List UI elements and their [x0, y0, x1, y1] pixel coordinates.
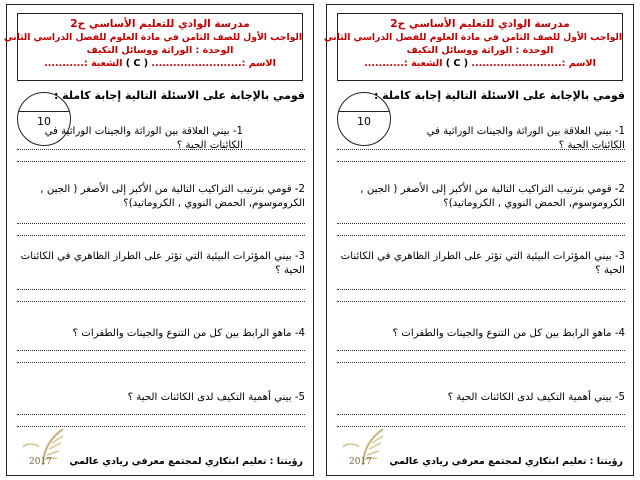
class-code: ( C ): [445, 58, 469, 69]
worksheet-header: [3, 13, 303, 81]
assignment-title: الواجب الأول للصف الثامن في مادة العلوم للفصل الدراسي الثاني: [3, 32, 302, 43]
answer-lines-4[interactable]: [337, 339, 625, 363]
question-text: 5- بيني أهمية التكيف لدى الكائنات الحية ؟: [447, 392, 625, 403]
vision-footer: رؤيتنا : تعليم ابتكاري لمجتمع معرفي ريادي عالمي: [389, 456, 623, 467]
question-text: 3- بيني المؤثرات البيئية التي تؤثر على الطراز الظاهري في الكائنات الحية ؟: [340, 251, 625, 276]
ministry-logo: [13, 425, 69, 469]
section-field[interactable]: الشعبة :...........: [44, 58, 123, 69]
worksheet-right: [323, 4, 634, 476]
question-text: 4- ماهو الرابط بين كل من التنوع والجينات والطفرات ؟: [392, 328, 625, 339]
question-2: [337, 183, 625, 211]
student-fields: [18, 57, 302, 71]
unit-title: الوحدة : الوراثة ووسائل التكيف: [406, 45, 554, 56]
worksheet-left: [3, 4, 314, 476]
question-text: 4- ماهو الرابط بين كل من التنوع والجينات والطفرات ؟: [72, 328, 305, 339]
class-code: ( C ): [125, 58, 149, 69]
worksheet-header: [323, 13, 623, 81]
score-divider: [338, 111, 390, 112]
logo-year: 2017: [29, 457, 52, 467]
instructions: قومي بالإجابة على الاسئلة التالية إجابة كاملة :: [373, 89, 625, 102]
question-text: 3- بيني المؤثرات البيئية التي تؤثر على الطراز الظاهري في الكائنات الحية ؟: [20, 251, 305, 276]
score-total: 10: [37, 115, 51, 128]
question-3: [17, 250, 305, 278]
ministry-logo: [333, 425, 389, 469]
question-text: 2- قومي بترتيب التراكيب التالية من الأكبر إلى الأصغر ( الجين , الكروموسوم, الحمض النووي , الكروماتيد)؟: [40, 184, 305, 209]
question-text: 5- بيني أهمية التكيف لدى الكائنات الحية ؟: [127, 392, 305, 403]
answer-lines-2[interactable]: [337, 212, 625, 236]
vision-footer: رؤيتنا : تعليم ابتكاري لمجتمع معرفي ريادي عالمي: [69, 456, 303, 467]
answer-lines-1[interactable]: [17, 138, 305, 162]
answer-lines-1[interactable]: [337, 138, 625, 162]
answer-lines-2[interactable]: [17, 212, 305, 236]
question-text: 1- بيني العلاقة بين الوراثة والجينات الوراثية في الكائنات الحية ؟: [44, 126, 243, 151]
instructions: قومي بالإجابة على الاسئلة التالية إجابة كاملة :: [53, 89, 305, 102]
question-text: 1- بيني العلاقة بين الوراثة والجينات الوراثية في الكائنات الحية ؟: [426, 126, 625, 151]
student-fields: [338, 57, 622, 71]
question-text: 2- قومي بترتيب التراكيب التالية من الأكبر إلى الأصغر ( الجين , الكروموسوم, الحمض النووي , الكروماتيد)؟: [360, 184, 625, 209]
name-field[interactable]: الاسم :.........................: [471, 58, 596, 69]
answer-lines-3[interactable]: [17, 278, 305, 302]
answer-lines-4[interactable]: [17, 339, 305, 363]
name-field[interactable]: الاسم :.........................: [151, 58, 276, 69]
question-2: [17, 183, 305, 211]
answer-lines-3[interactable]: [337, 278, 625, 302]
section-field[interactable]: الشعبة :...........: [364, 58, 443, 69]
score-total: 10: [357, 115, 371, 128]
school-name: مدرسة الوادي للتعليم الأساسي ح2: [70, 18, 250, 30]
assignment-title: الواجب الأول للصف الثامن في مادة العلوم للفصل الدراسي الثاني: [323, 32, 622, 43]
answer-lines-5[interactable]: [337, 403, 625, 427]
unit-title: الوحدة : الوراثة ووسائل التكيف: [86, 45, 234, 56]
answer-lines-5[interactable]: [17, 403, 305, 427]
score-divider: [18, 111, 70, 112]
school-name: مدرسة الوادي للتعليم الأساسي ح2: [390, 18, 570, 30]
logo-year: 2017: [349, 457, 372, 467]
question-3: [337, 250, 625, 278]
